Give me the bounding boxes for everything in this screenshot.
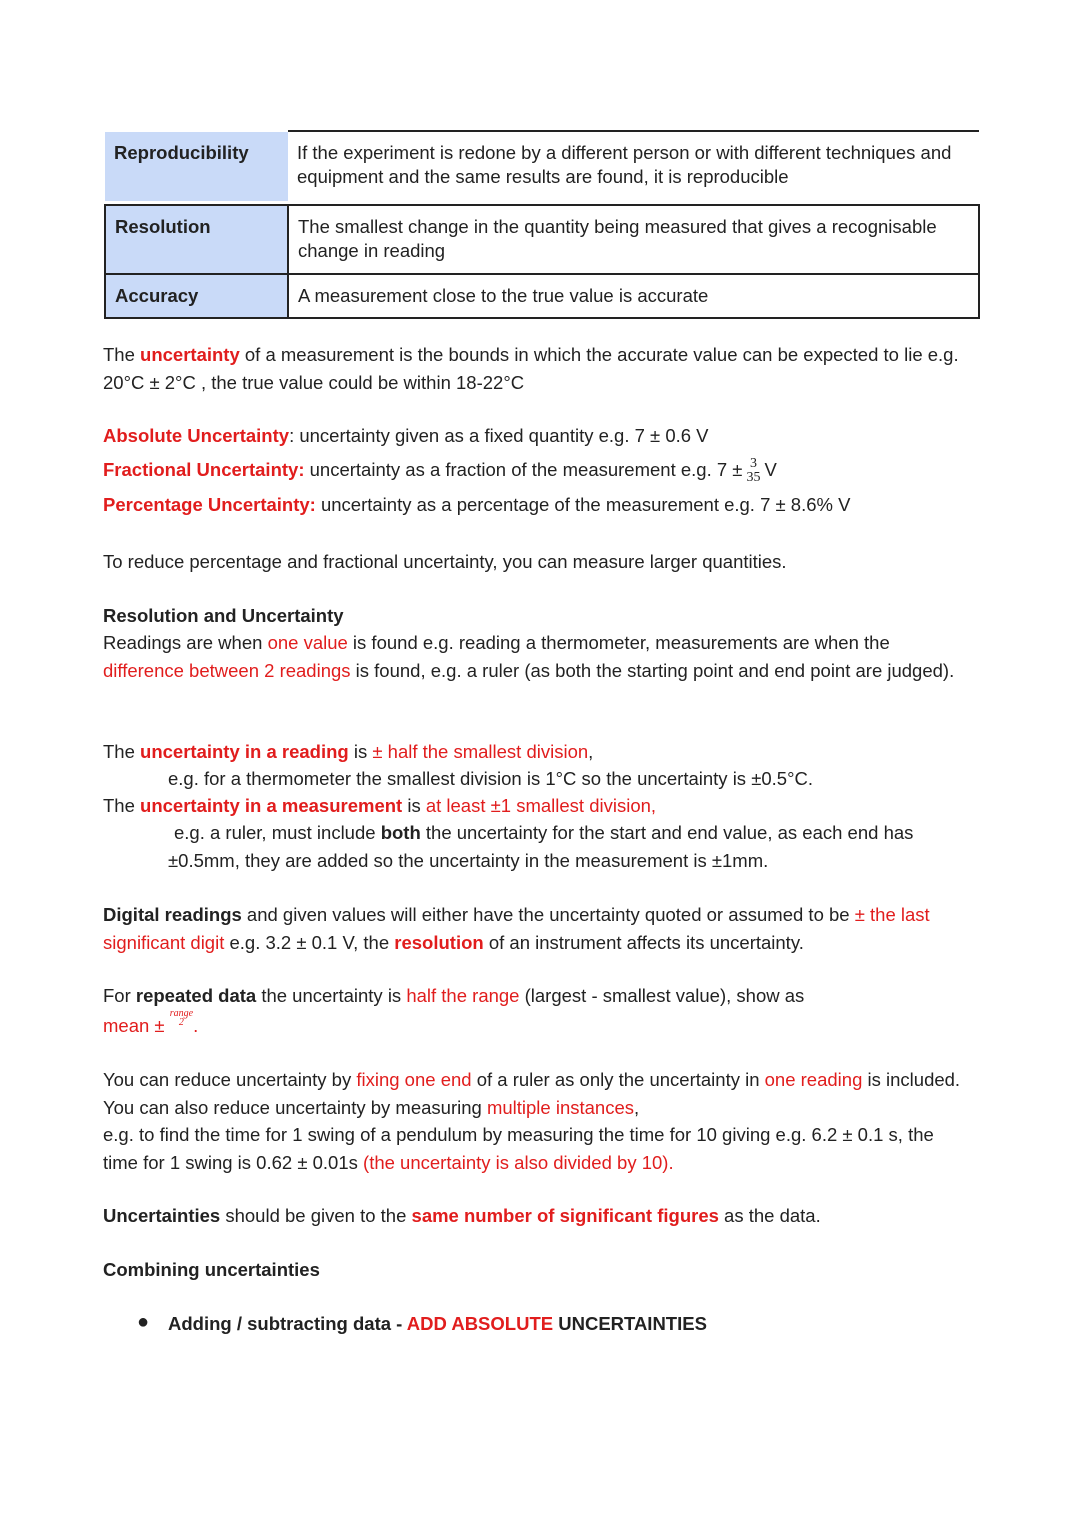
significant-figures: Uncertainties should be given to the same number of significant figures as the data.	[103, 1205, 821, 1226]
percentage-uncertainty: Percentage Uncertainty: uncertainty as a percentage of the measurement e.g. 7 ± 8.6% V	[103, 494, 851, 515]
reading-example: e.g. for a thermometer the smallest division is 1°C so the uncertainty is ±0.5°C.	[168, 768, 813, 789]
combining-heading: Combining uncertainties	[103, 1259, 320, 1280]
readings-paragraph: Readings are when one value is found e.g. reading a thermometer, measurements are when the difference between 2 readings is found, e.g. a ruler (as both the starting point and end point are judged).	[103, 632, 955, 681]
reduce-uncertainty: You can reduce uncertainty by fixing one end of a ruler as only the uncertainty in one reading is included. You can also reduce uncertainty by measuring multiple instances, e.g. to find the time for 1 swing of a pendulum by measuring the time for 10 giving e.g. 6.2 ± 0.1 s, the time for 1 swing is 0.62 ± 0.01s (the uncertainty is also divided by 10).	[103, 1069, 961, 1173]
term-reproducibility: Reproducibility	[105, 131, 288, 201]
resolution-heading: Resolution and Uncertainty	[103, 605, 344, 626]
range-fraction: range 2	[169, 1008, 194, 1028]
desc-accuracy: A measurement close to the true value is accurate	[288, 274, 979, 318]
fraction: 3 35	[746, 456, 761, 486]
term-resolution: Resolution	[105, 205, 288, 274]
bullet-icon: ●	[137, 1311, 150, 1333]
absolute-uncertainty: Absolute Uncertainty: uncertainty given as a fixed quantity e.g. 7 ± 0.6 V	[103, 425, 709, 446]
table-row	[105, 274, 979, 318]
fractional-uncertainty: Fractional Uncertainty: uncertainty as a fraction of the measurement e.g. 7 ± 3 35 V	[103, 456, 777, 486]
digital-readings: Digital readings and given values will either have the uncertainty quoted or assumed to be ± the last significant digit e.g. 3.2 ± 0.1 V, the resolution of an instrument affects its uncertainty.	[103, 904, 930, 953]
reading-uncertainty: The uncertainty in a reading is ± half the smallest division,	[103, 741, 594, 762]
desc-reproducibility: If the experiment is redone by a different person or with different techniques and equipment and the same results are found, it is reproducible	[288, 131, 979, 201]
desc-resolution: The smallest change in the quantity being measured that gives a recognisable change in reading	[288, 205, 979, 274]
measurement-example: e.g. a ruler, must include both the uncertainty for the start and end value, as each end has ±0.5mm, they are added so the uncertainty in the measurement is ±1mm.	[168, 822, 914, 871]
reduce-larger-quantities: To reduce percentage and fractional uncertainty, you can measure larger quantities.	[103, 551, 787, 572]
adding-subtracting-rule: Adding / subtracting data - ADD ABSOLUTE UNCERTAINTIES	[168, 1313, 707, 1334]
repeated-data: For repeated data the uncertainty is half the range (largest - smallest value), show as	[103, 985, 805, 1006]
table-row	[105, 131, 979, 201]
repeated-data-formula: mean ± range 2 .	[103, 1008, 199, 1037]
term-accuracy: Accuracy	[105, 274, 288, 318]
table-row	[105, 205, 979, 274]
uncertainty-intro: The uncertainty of a measurement is the bounds in which the accurate value can be expected to lie e.g. 20°C ± 2°C , the true value could be within 18-22°C	[103, 344, 959, 393]
measurement-uncertainty: The uncertainty in a measurement is at least ±1 smallest division,	[103, 795, 657, 816]
definitions-table	[104, 130, 980, 319]
